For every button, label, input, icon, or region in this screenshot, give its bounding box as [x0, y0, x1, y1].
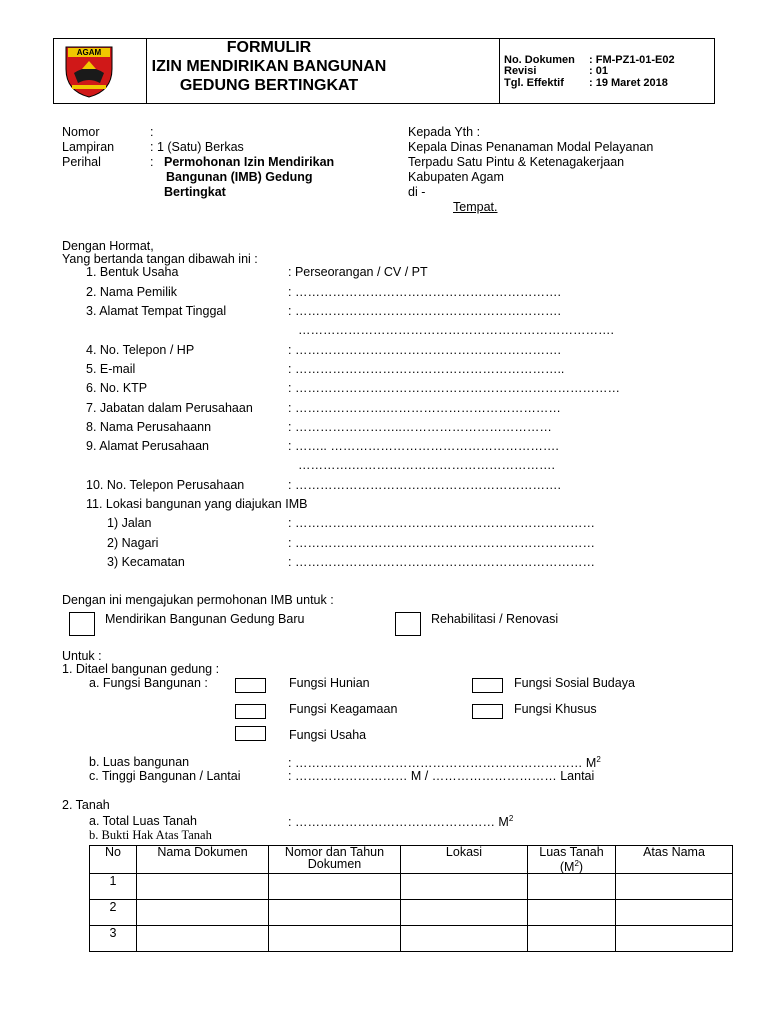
table-cell[interactable]: [137, 900, 269, 926]
form-title-line2: IZIN MENDIRIKAN BANGUNAN: [151, 58, 387, 75]
svg-text:AGAM: AGAM: [76, 48, 102, 57]
field-value-nama-perusahaan[interactable]: : ……………………..………………………………: [288, 420, 552, 434]
form-title-line1: FORMULIR: [226, 39, 312, 56]
table-header-row: [90, 846, 733, 874]
superscript-2: 2: [596, 755, 601, 764]
total-luas-tanah-label: a. Total Luas Tanah: [89, 814, 197, 828]
table-cell[interactable]: [269, 900, 401, 926]
field-label-jabatan: 7. Jabatan dalam Perusahaan: [86, 401, 253, 415]
intro-line: Yang bertanda tangan dibawah ini :: [62, 252, 258, 266]
field-label-nama-pemilik: 2. Nama Pemilik: [86, 285, 177, 299]
perihal-line1: Permohonan Izin Mendirikan: [164, 155, 335, 169]
table-cell[interactable]: [269, 926, 401, 952]
total-luas-tanah-value[interactable]: [288, 814, 513, 829]
table-cell[interactable]: [137, 926, 269, 952]
field-label-bentuk-usaha: 1. Bentuk Usaha: [86, 265, 179, 279]
lokasi-value-jalan[interactable]: : ………………………………………………………………: [288, 516, 595, 530]
col-luas-tanah: Luas Tanah $(M^2)$: [528, 846, 616, 874]
field-label-telepon-perusahaan: 10. No. Telepon Perusahaan: [86, 478, 245, 492]
kepada-line4: Kabupaten Agam: [408, 170, 504, 184]
untuk-label: Untuk :: [62, 649, 102, 663]
salutation: Dengan Hormat,: [62, 239, 154, 253]
untuk-item1: 1. Ditael bangunan gedung :: [62, 662, 220, 676]
row-number: 2: [90, 900, 137, 926]
lampiran-value: : 1 (Satu) Berkas: [150, 140, 244, 154]
luas-bangunan-value[interactable]: [288, 755, 601, 770]
perihal-colon: :: [150, 155, 154, 169]
bukti-tanah-table: [89, 845, 733, 952]
perihal-line2: Bangunan (IMB) Gedung: [166, 170, 313, 184]
field-label-telepon: 4. No. Telepon / HP: [86, 343, 195, 357]
table-row: [90, 900, 733, 926]
field-value-alamat-line2[interactable]: ………………………………………………………………….: [298, 323, 614, 337]
table-cell[interactable]: [401, 874, 528, 900]
table-cell[interactable]: [528, 926, 616, 952]
perihal-line3: Bertingkat: [164, 185, 226, 199]
table-cell[interactable]: [616, 874, 733, 900]
checkbox-rehabilitasi[interactable]: [395, 612, 421, 636]
col-atas-nama: Atas Nama: [616, 846, 733, 874]
fungsi-sosial: Fungsi Sosial Budaya: [514, 676, 635, 690]
field-value-alamat-perusahaan-line2[interactable]: ………….………………………………………….: [298, 458, 555, 472]
table-cell[interactable]: [137, 874, 269, 900]
checkbox-fungsi-keagamaan[interactable]: [235, 704, 266, 719]
luas-bangunan-text: : …………………………………………………………… M: [288, 756, 597, 771]
field-value-telepon-perusahaan[interactable]: : ……………………………………………………….: [288, 478, 561, 492]
nomor-value: :: [150, 125, 154, 139]
tinggi-label: c. Tinggi Bangunan / Lantai: [89, 769, 241, 783]
request-text: Dengan ini mengajukan permohonan IMB untuk :: [62, 593, 334, 607]
field-value-telepon[interactable]: : ……………………………………………………….: [288, 343, 561, 357]
form-title-line3: GEDUNG BERTINGKAT: [179, 77, 359, 94]
table-cell[interactable]: [616, 926, 733, 952]
fungsi-usaha: Fungsi Usaha: [289, 728, 367, 742]
lokasi-label-nagari: 2) Nagari: [107, 536, 159, 550]
table-cell[interactable]: [528, 874, 616, 900]
tanah-label: 2. Tanah: [62, 798, 110, 812]
checkbox-fungsi-sosial[interactable]: [472, 678, 503, 693]
lokasi-value-nagari[interactable]: : ………………………………………………………………: [288, 536, 595, 550]
row-number: 3: [90, 926, 137, 952]
meta-revisi-label: Revisi: [504, 65, 537, 77]
total-luas-tanah-text: : ………………………………………… M: [288, 815, 509, 830]
col-no: No: [90, 846, 137, 874]
lokasi-label-kecamatan: 3) Kecamatan: [107, 555, 185, 569]
field-label-ktp: 6. No. KTP: [86, 381, 148, 395]
kepada-line3: Terpadu Satu Pintu & Ketenagakerjaan: [408, 155, 625, 169]
col-lokasi: Lokasi: [401, 846, 528, 874]
field-value-alamat-perusahaan[interactable]: : …….. ……………………………………………….: [288, 439, 559, 453]
col-nomor-tahun: Nomor dan Tahun Dokumen: [269, 846, 401, 874]
field-value-alamat[interactable]: : ……………………………………………………….: [288, 304, 561, 318]
checkbox-gedung-baru[interactable]: [69, 612, 95, 636]
row-number: 1: [90, 874, 137, 900]
bukti-hak-label: b. Bukti Hak Atas Tanah: [89, 828, 212, 842]
superscript-2: 2: [574, 859, 579, 868]
fungsi-khusus: Fungsi Khusus: [514, 702, 597, 716]
checkbox-fungsi-khusus[interactable]: [472, 704, 503, 719]
nomor-label: Nomor: [62, 125, 100, 139]
field-value-bentuk-usaha[interactable]: : Perseorangan / CV / PT: [288, 265, 428, 279]
kepada-line2: Kepala Dinas Penanaman Modal Pelayanan: [408, 140, 654, 154]
option-gedung-baru: Mendirikan Bangunan Gedung Baru: [105, 612, 305, 626]
fungsi-hunian: Fungsi Hunian: [289, 676, 370, 690]
field-value-nama-pemilik[interactable]: : ……………………………………………………….: [288, 285, 561, 299]
superscript-2: 2: [508, 814, 514, 823]
perihal-label: Perihal: [62, 155, 101, 169]
fungsi-keagamaan: Fungsi Keagamaan: [289, 702, 398, 716]
kepada-line1: Kepada Yth :: [408, 125, 481, 139]
kepada-line5: di -: [408, 185, 426, 199]
checkbox-fungsi-hunian[interactable]: [235, 678, 266, 693]
tempat-text: Tempat.: [453, 200, 498, 214]
meta-dokumen-label: No. Dokumen: [504, 54, 575, 66]
lokasi-value-kecamatan[interactable]: : ………………………………………………………………: [288, 555, 595, 569]
table-cell[interactable]: [616, 900, 733, 926]
fungsi-label: a. Fungsi Bangunan :: [89, 676, 208, 690]
table-cell[interactable]: [401, 926, 528, 952]
field-label-alamat-perusahaan: 9. Alamat Perusahaan: [86, 439, 209, 453]
meta-tgl-value: : 19 Maret 2018: [589, 77, 668, 89]
table-cell[interactable]: [528, 900, 616, 926]
field-label-lokasi: 11. Lokasi bangunan yang diajukan IMB: [86, 497, 308, 511]
meta-dokumen-value: : FM-PZ1-01-E02: [589, 54, 675, 66]
field-value-ktp[interactable]: : ……………………………………………………………………: [288, 381, 620, 395]
meta-tgl-label: Tgl. Effektif: [504, 77, 564, 89]
col-nama-dokumen: Nama Dokumen: [137, 846, 269, 874]
meta-revisi-value: : 01: [589, 65, 608, 77]
checkbox-fungsi-usaha[interactable]: [235, 726, 266, 741]
lampiran-label: Lampiran: [62, 140, 115, 154]
field-value-jabatan[interactable]: : ………………….……………………………………: [288, 401, 561, 415]
tinggi-value[interactable]: : ……………………… M / ………………………… Lantai: [288, 769, 595, 783]
field-value-email[interactable]: : ………………………………………………………..: [288, 362, 565, 376]
luas-bangunan-label: b. Luas bangunan: [89, 755, 190, 769]
field-label-nama-perusahaan: 8. Nama Perusahaann: [86, 420, 212, 434]
option-rehabilitasi: Rehabilitasi / Renovasi: [431, 612, 559, 626]
table-cell[interactable]: [401, 900, 528, 926]
table-row: [90, 926, 733, 952]
table-row: [90, 874, 733, 900]
field-label-alamat: 3. Alamat Tempat Tinggal: [86, 304, 227, 318]
col-luas-tanah-text: Luas Tanah (M: [539, 845, 604, 875]
table-cell[interactable]: [269, 874, 401, 900]
field-label-email: 5. E-mail: [86, 362, 136, 376]
lokasi-label-jalan: 1) Jalan: [107, 516, 152, 530]
